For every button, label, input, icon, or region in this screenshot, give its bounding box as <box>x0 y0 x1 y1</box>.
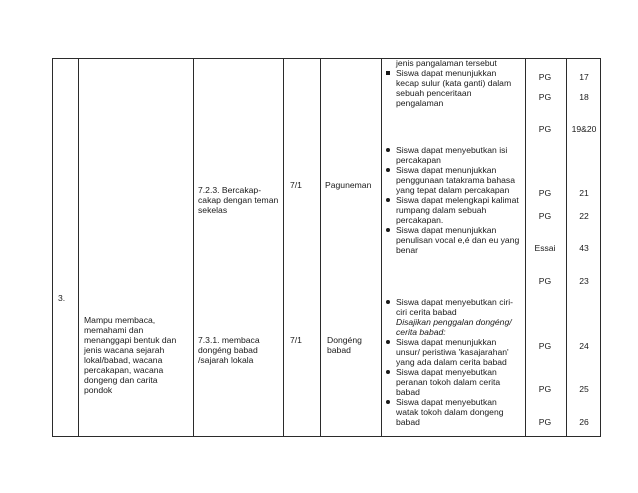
bentuk-8: PG <box>538 384 552 394</box>
nomor-0: 17 <box>579 72 589 82</box>
col-border-2 <box>193 58 194 437</box>
bullet-icon <box>386 148 390 152</box>
bullet-icon <box>386 370 390 374</box>
row-bottom-border <box>52 436 601 437</box>
list-item: Siswa dapat melengkapi kalimat rumpang dalam sebuah percakapan. <box>386 195 520 225</box>
col-border-1 <box>78 58 79 437</box>
list-item: Siswa dapat menunjukkan unsur/ peristiwa 'kasajarahan' yang ada dalam cerita babad <box>386 337 520 367</box>
bullet-icon <box>386 71 390 75</box>
list-item: Siswa dapat menyebutkan watak tokoh dalam dongeng babad <box>386 397 520 427</box>
list-item: Siswa dapat menyebutkan ciri-ciri cerita babad <box>386 297 520 317</box>
kompetensi-text: Mampu membaca, memahami dan menanggapi bentuk dan jenis wacana sejarah lokal/babad, wacana percakapan, wacana dongeng dan carita pondok <box>84 315 177 395</box>
col-border-5 <box>381 58 382 437</box>
col-border-0 <box>52 58 53 437</box>
bentuk-4: PG <box>538 211 552 221</box>
bullet-icon <box>386 340 390 344</box>
list-item: Siswa dapat menunjukkan penulisan vocal e,é dan eu yang benar <box>386 225 520 255</box>
bullet-icon <box>386 400 390 404</box>
bentuk-0: PG <box>538 72 552 82</box>
indikator-2: 7.3.1. membaca dongéng babad /sajarah lokala <box>198 335 260 365</box>
indicator-list-bot <box>386 297 520 427</box>
materi-2: Dongéng babad <box>327 335 362 355</box>
list-item: Siswa dapat menunjukkan penggunaan tatakrama bahasa yang tepat dalam percakapan <box>386 165 520 195</box>
nomor-4: 22 <box>579 211 589 221</box>
col-border-4 <box>320 58 321 437</box>
bentuk-2: PG <box>538 124 552 134</box>
materi-1: Paguneman <box>325 180 372 190</box>
indicator-list-top <box>386 58 520 108</box>
list-item: Siswa dapat menyebutkan isi percakapan <box>386 145 520 165</box>
nomor-6: 23 <box>579 276 589 286</box>
bentuk-3: PG <box>538 188 552 198</box>
nomor-3: 21 <box>579 188 589 198</box>
list-item: Siswa dapat menyebutkan peranan tokoh dalam cerita babad <box>386 367 520 397</box>
bentuk-9: PG <box>538 417 552 427</box>
bentuk-7: PG <box>538 341 552 351</box>
row-number: 3. <box>58 293 66 303</box>
list-item: Disajikan penggalan dongéng/ cerita babad: <box>396 317 512 337</box>
bentuk-6: PG <box>538 276 552 286</box>
bullet-icon <box>386 228 390 232</box>
list-item: jenis pangalaman tersebut <box>396 58 497 68</box>
nomor-7: 24 <box>579 341 589 351</box>
kelas-2: 7/1 <box>290 335 302 345</box>
bullet-icon <box>386 198 390 202</box>
kelas-1: 7/1 <box>290 180 302 190</box>
bullet-icon <box>386 300 390 304</box>
bentuk-5: Essai <box>534 243 556 253</box>
nomor-8: 25 <box>579 384 589 394</box>
bullet-icon <box>386 168 390 172</box>
nomor-5: 43 <box>579 243 589 253</box>
nomor-9: 26 <box>579 417 589 427</box>
col-border-3 <box>283 58 284 437</box>
nomor-1: 18 <box>579 92 589 102</box>
bentuk-1: PG <box>538 92 552 102</box>
nomor-2: 19&20 <box>571 124 597 134</box>
indicator-list-mid <box>386 145 520 255</box>
indikator-1: 7.2.3. Bercakap-cakap dengan teman sekelas <box>198 185 279 215</box>
list-item: Siswa dapat menunjukkan kecap sulur (kata ganti) dalam sebuah penceritaan pengalaman <box>386 68 520 108</box>
